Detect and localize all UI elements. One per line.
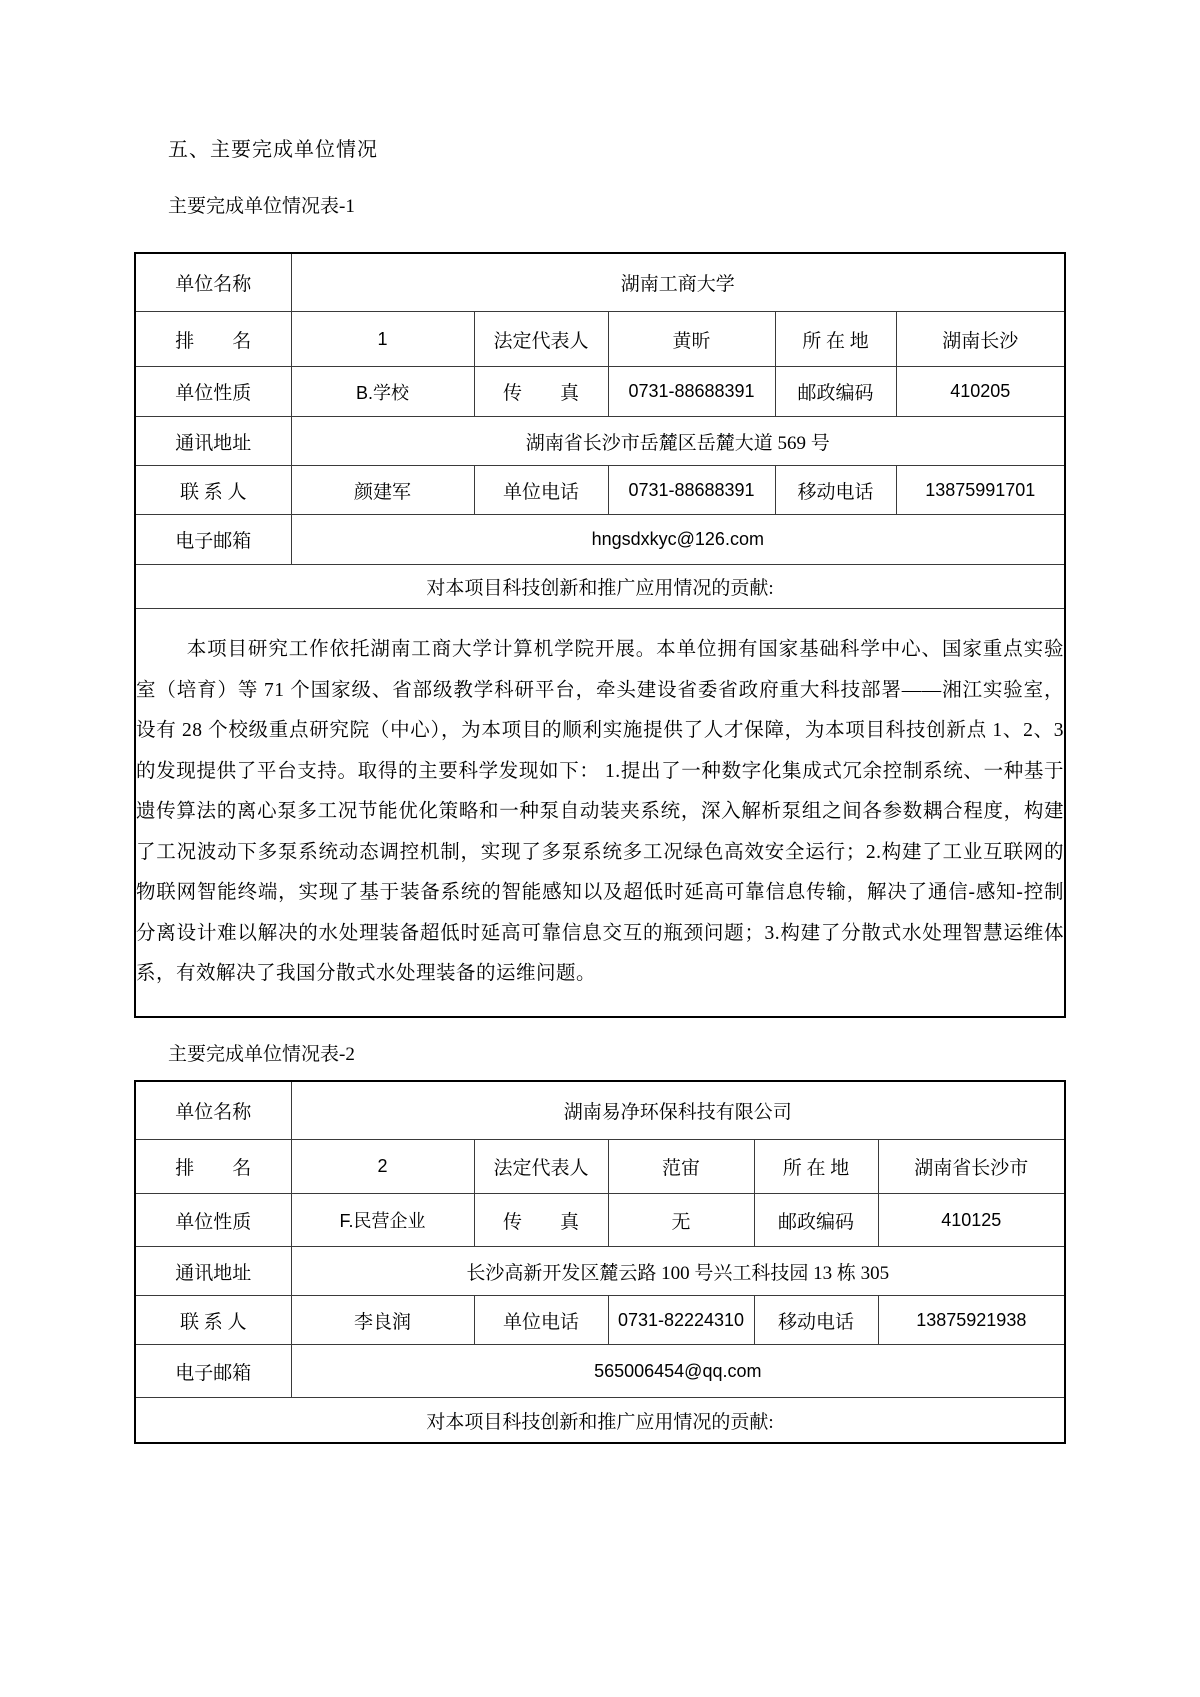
legal-rep-value: 黄昕 [608,312,775,367]
email-value: hngsdxkyc@126.com [291,515,1065,565]
contribution-body [135,609,1065,1018]
unit-name-value: 湖南工商大学 [291,253,1065,312]
postcode-value: 410205 [896,367,1065,417]
address-label: 通讯地址 [135,417,291,466]
mobile-label: 移动电话 [775,466,896,515]
unit-phone-value: 0731-82224310 [608,1296,754,1345]
postcode-label: 邮政编码 [775,367,896,417]
mobile-label: 移动电话 [754,1296,878,1345]
table-row [135,1194,1065,1247]
fax-label: 传 真 [474,1194,608,1247]
table-row [135,466,1065,515]
unit-phone-label: 单位电话 [474,466,608,515]
location-value: 湖南省长沙市 [878,1140,1065,1194]
table-row [135,1296,1065,1345]
unit-type-value: B.学校 [291,367,474,417]
unit-name-value: 湖南易净环保科技有限公司 [291,1081,1065,1140]
email-value: 565006454@qq.com [291,1345,1065,1398]
legal-rep-label: 法定代表人 [474,1140,608,1194]
table-row [135,1398,1065,1444]
table-row [135,515,1065,565]
mobile-value: 13875991701 [896,466,1065,515]
unit-name-label: 单位名称 [135,253,291,312]
rank-label: 排 名 [135,1140,291,1194]
table-row [135,312,1065,367]
contact-value: 颜建军 [291,466,474,515]
contribution-text: 本项目研究工作依托湖南工商大学计算机学院开展。本单位拥有国家基础科学中心、国家重点实验室（培育）等 71 个国家级、省部级教学科研平台，牵头建设省委省政府重大科技部署——湘江实验室，设有 28 个校级重点研究院（中心），为本项目的顺利实施提供了人才保障，为本项目科技创新点 1、2、3 的发现提供了平台支持。取得的主要科学发现如下： 1.提出了一种数字化集成式冗余控制系统、一种基于遗传算法的离心泵多工况节能优化策略和一种泵自动装夹系统，深入解析泵组之间各参数耦合程度，构建了工况波动下多泵系统动态调控机制，实现了多泵系统多工况绿色高效安全运行；2.构建了工业互联网的物联网智能终端，实现了基于装备系统的智能感知以及超低时延高可靠信息传输，解决了通信-感知-控制分离设计难以解决的水处理装备超低时延高可靠信息交互的瓶颈问题；3.构建了分散式水处理智慧运维体系，有效解决了我国分散式水处理装备的运维问题。 [136,639,1065,985]
unit-table-2 [134,1080,1066,1444]
contribution-label: 对本项目科技创新和推广应用情况的贡献: [135,565,1065,609]
fax-value: 0731-88688391 [608,367,775,417]
legal-rep-value: 范宙 [608,1140,754,1194]
contact-label: 联 系 人 [135,1296,291,1345]
table-row [135,565,1065,609]
section-title: 五、主要完成单位情况 [168,139,378,161]
location-label: 所 在 地 [775,312,896,367]
contribution-label: 对本项目科技创新和推广应用情况的贡献: [135,1398,1065,1444]
email-label: 电子邮箱 [135,1345,291,1398]
location-label: 所 在 地 [754,1140,878,1194]
unit-phone-value: 0731-88688391 [608,466,775,515]
table-row [135,253,1065,312]
unit-type-label: 单位性质 [135,367,291,417]
table-row [135,1140,1065,1194]
table-row [135,1081,1065,1140]
fax-label: 传 真 [474,367,608,417]
email-label: 电子邮箱 [135,515,291,565]
unit-table-1 [134,252,1066,1018]
table-row [135,1345,1065,1398]
mobile-value: 13875921938 [878,1296,1065,1345]
legal-rep-label: 法定代表人 [474,312,608,367]
address-value: 湖南省长沙市岳麓区岳麓大道 569 号 [291,417,1065,466]
rank-value: 1 [291,312,474,367]
unit-phone-label: 单位电话 [474,1296,608,1345]
location-value: 湖南长沙 [896,312,1065,367]
table-row [135,1247,1065,1296]
address-label: 通讯地址 [135,1247,291,1296]
table2-caption: 主要完成单位情况表-2 [168,1044,355,1065]
table1-caption: 主要完成单位情况表-1 [168,196,355,217]
unit-type-label: 单位性质 [135,1194,291,1247]
rank-label: 排 名 [135,312,291,367]
table-row [135,609,1065,1018]
contact-value: 李良润 [291,1296,474,1345]
postcode-label: 邮政编码 [754,1194,878,1247]
unit-name-label: 单位名称 [135,1081,291,1140]
rank-value: 2 [291,1140,474,1194]
postcode-value: 410125 [878,1194,1065,1247]
unit-type-value: F.民营企业 [291,1194,474,1247]
contact-label: 联 系 人 [135,466,291,515]
table-row [135,367,1065,417]
address-value: 长沙高新开发区麓云路 100 号兴工科技园 13 栋 305 [291,1247,1065,1296]
fax-value: 无 [608,1194,754,1247]
table-row [135,417,1065,466]
